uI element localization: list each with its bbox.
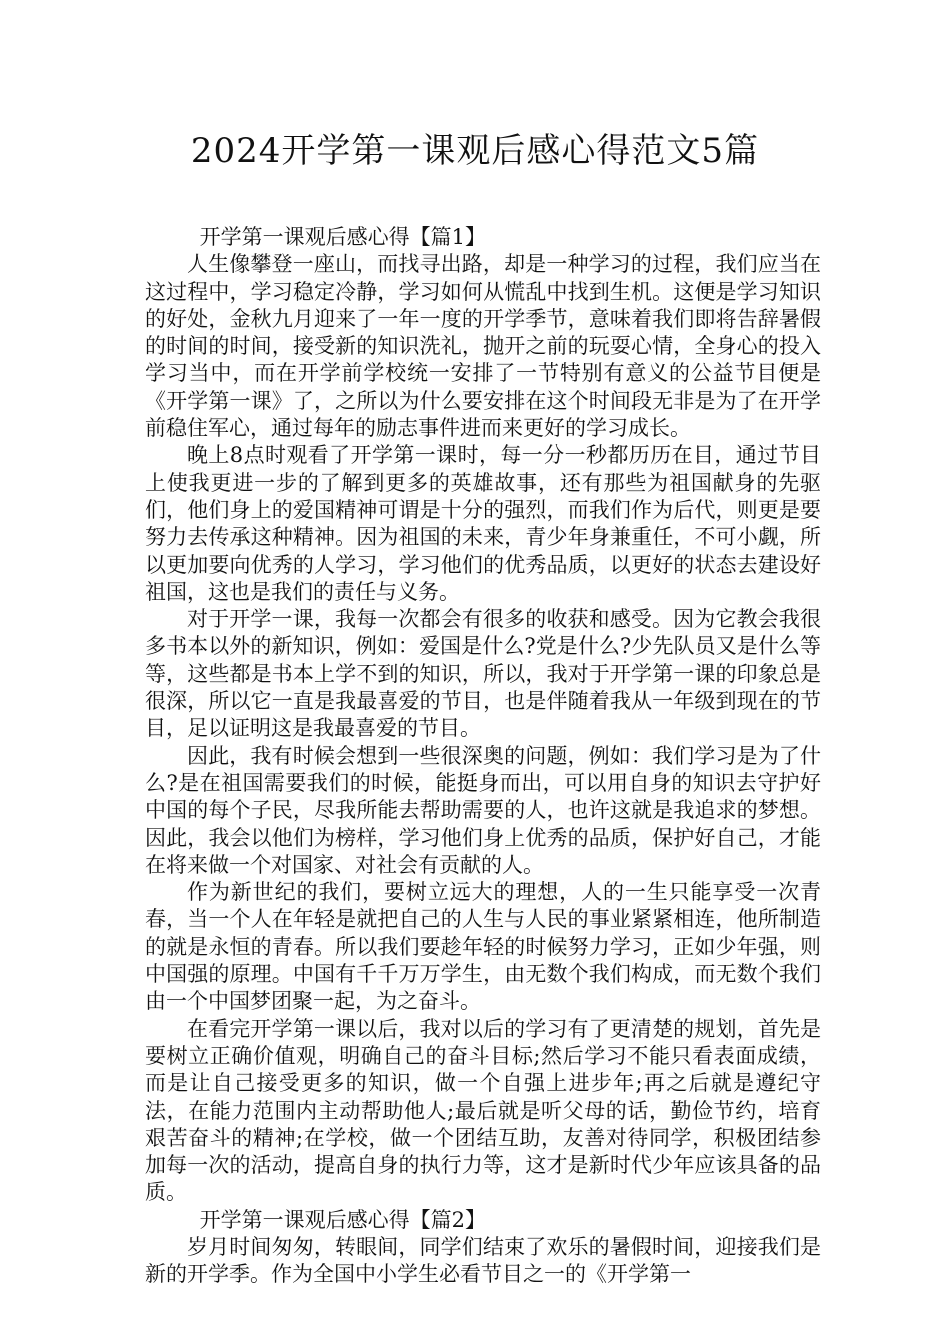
paragraph: 对于开学一课，我每一次都会有很多的收获和感受。因为它教会我很多书本以外的新知识，例如：爱国是什么?党是什么?少先队员又是什么等等，这些都是书本上学不到的知识，所以，我对于开学第一课的印象总是很深，所以它一直是我最喜爱的节目，也是伴随着我从一年级到现在的节目，足以证明这是我最喜爱的节目。 <box>145 607 821 741</box>
paragraph: 在看完开学第一课以后，我对以后的学习有了更清楚的规划，首先是要树立正确价值观，明确自己的奋斗目标;然后学习不能只看表面成绩，而是让自己接受更多的知识，做一个自强上进步年;再之后就是遵纪守法，在能力范围内主动帮助他人;最后就是听父母的话，勤俭节约，培育艰苦奋斗的精神;在学校，做一个团结互助，友善对待同学，积极团结参加每一次的活动，提高自身的执行力等，这才是新时代少年应该具备的品质。 <box>145 1016 821 1205</box>
document-body <box>145 224 821 1289</box>
paragraph: 晚上8点时观看了开学第一课时，每一分一秒都历历在目，通过节目上使我更进一步的了解到更多的英雄故事，还有那些为祖国献身的先驱们，他们身上的爱国精神可谓是十分的强烈，而我们作为后代，则更是要努力去传承这种精神。因为祖国的未来，青少年身兼重任，不可小觑，所以更加要向优秀的人学习，学习他们的优秀品质，以更好的状态去建设好祖国，这也是我们的责任与义务。 <box>145 443 821 604</box>
section-heading-1: 开学第一课观后感心得【篇1】 <box>199 225 486 249</box>
paragraph: 岁月时间匆匆，转眼间，同学们结束了欢乐的暑假时间，迎接我们是新的开学季。作为全国中小学生必看节目之一的《开学第一 <box>145 1234 821 1287</box>
document-title: 2024开学第一课观后感心得范文5篇 <box>190 131 760 171</box>
paragraph: 人生像攀登一座山，而找寻出路，却是一种学习的过程，我们应当在这过程中，学习稳定冷静，学习如何从慌乱中找到生机。这便是学习知识的好处，金秋九月迎来了一年一度的开学季节，意味着我们即将告辞暑假的时间的时间，接受新的知识洗礼，抛开之前的玩耍心情，全身心的投入学习当中，而在开学前学校统一安排了一节特别有意义的公益节目便是《开学第一课》了，之所以为什么要安排在这个时间段无非是为了在开学前稳住军心，通过每年的励志事件进而来更好的学习成长。 <box>145 252 821 441</box>
paragraph: 因此，我有时候会想到一些很深奥的问题，例如：我们学习是为了什么?是在祖国需要我们的时候，能挺身而出，可以用自身的知识去守护好中国的每个子民，尽我所能去帮助需要的人，也许这就是我追求的梦想。因此，我会以他们为榜样，学习他们身上优秀的品质，保护好自己，才能在将来做一个对国家、对社会有贡献的人。 <box>145 743 821 877</box>
section-heading-2: 开学第一课观后感心得【篇2】 <box>199 1207 486 1232</box>
paragraph: 作为新世纪的我们，要树立远大的理想，人的一生只能享受一次青春，当一个人在年轻是就把自己的人生与人民的事业紧紧相连，他所制造的就是永恒的青春。所以我们要趁年轻的时候努力学习，正如少年强，则中国强的原理。中国有千千万万学生，由无数个我们构成，而无数个我们由一个中国梦团聚一起，为之奋斗。 <box>145 880 821 1014</box>
